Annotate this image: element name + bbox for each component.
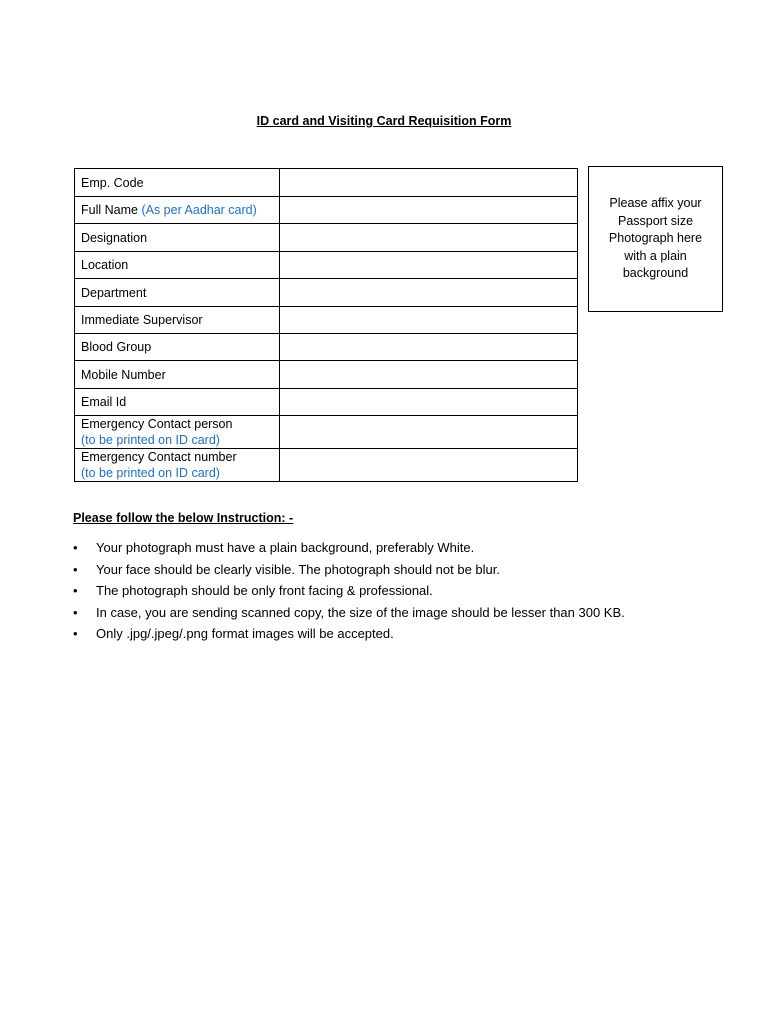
field-value-blood-group[interactable] <box>279 334 577 361</box>
instruction-text: The photograph should be only front facing & professional. <box>96 583 433 598</box>
field-label-text: Emergency Contact person <box>81 417 233 431</box>
bullet-icon: • <box>73 561 78 577</box>
field-label-location <box>75 252 280 279</box>
table-row <box>75 416 578 449</box>
field-value-designation[interactable] <box>279 224 577 252</box>
field-label-immediate-supervisor <box>75 307 280 334</box>
field-label-text: Department <box>81 285 147 300</box>
table-row <box>75 279 578 307</box>
table-row <box>75 197 578 224</box>
field-label-text: Blood Group <box>81 340 152 354</box>
field-note: (to be printed on ID card) <box>81 433 220 447</box>
field-value-immediate-supervisor[interactable] <box>279 307 577 334</box>
field-label-text: Mobile Number <box>81 367 166 382</box>
list-item <box>73 623 625 645</box>
field-value-department[interactable] <box>279 279 577 307</box>
field-label-text: Emp. Code <box>81 175 144 190</box>
field-value-emergency-contact-person[interactable] <box>279 416 577 449</box>
instruction-text: Your photograph must have a plain background, preferably White. <box>96 540 475 555</box>
instruction-text: Only .jpg/.jpeg/.png format images will be accepted. <box>96 626 394 641</box>
list-item <box>73 559 625 581</box>
field-value-location[interactable] <box>279 252 577 279</box>
field-label-emergency-contact-number <box>75 449 280 482</box>
form-title: ID card and Visiting Card Requisition Form <box>256 114 512 128</box>
field-note: (to be printed on ID card) <box>81 466 220 480</box>
field-value-emergency-contact-number[interactable] <box>279 449 577 482</box>
bullet-icon: • <box>73 583 78 598</box>
field-note: (As per Aadhar card) <box>141 203 257 217</box>
photo-placeholder-box <box>588 166 723 312</box>
field-label-designation <box>75 224 280 252</box>
field-label-department <box>75 279 280 307</box>
field-value-mobile-number[interactable] <box>279 361 577 389</box>
field-label-text: Email Id <box>81 395 127 409</box>
table-row <box>75 169 578 197</box>
field-label-emergency-contact-person <box>75 416 280 449</box>
table-row <box>75 334 578 361</box>
field-value-emp-code[interactable] <box>279 169 577 197</box>
field-label-emp-code <box>75 169 280 197</box>
requisition-table <box>74 168 578 482</box>
table-row <box>75 449 578 482</box>
field-label-full-name <box>75 197 280 224</box>
table-row <box>75 224 578 252</box>
list-item <box>73 537 625 559</box>
instructions-list <box>73 537 625 645</box>
instruction-text: In case, you are sending scanned copy, the size of the image should be lesser than 300 KB. <box>96 604 625 620</box>
bullet-icon: • <box>73 604 78 620</box>
list-item <box>73 580 625 602</box>
field-label-text: Full Name <box>81 203 138 217</box>
field-label-text: Designation <box>81 230 148 245</box>
instructions-heading: Please follow the below Instruction: - <box>73 511 294 525</box>
table-row <box>75 389 578 416</box>
bullet-icon: • <box>73 626 78 641</box>
bullet-icon: • <box>73 540 78 555</box>
field-label-text: Emergency Contact number <box>81 450 237 464</box>
photo-instruction-text: Please affix your Passport size Photograph here with a plain background <box>608 196 703 281</box>
field-value-email-id[interactable] <box>279 389 577 416</box>
field-label-blood-group <box>75 334 280 361</box>
field-label-mobile-number <box>75 361 280 389</box>
field-label-email-id <box>75 389 280 416</box>
field-label-text: Immediate Supervisor <box>81 313 203 327</box>
table-row <box>75 361 578 389</box>
instruction-text: Your face should be clearly visible. The photograph should not be blur. <box>96 561 500 577</box>
table-row <box>75 252 578 279</box>
list-item <box>73 602 625 624</box>
table-row <box>75 307 578 334</box>
field-value-full-name[interactable] <box>279 197 577 224</box>
field-label-text: Location <box>81 258 129 272</box>
